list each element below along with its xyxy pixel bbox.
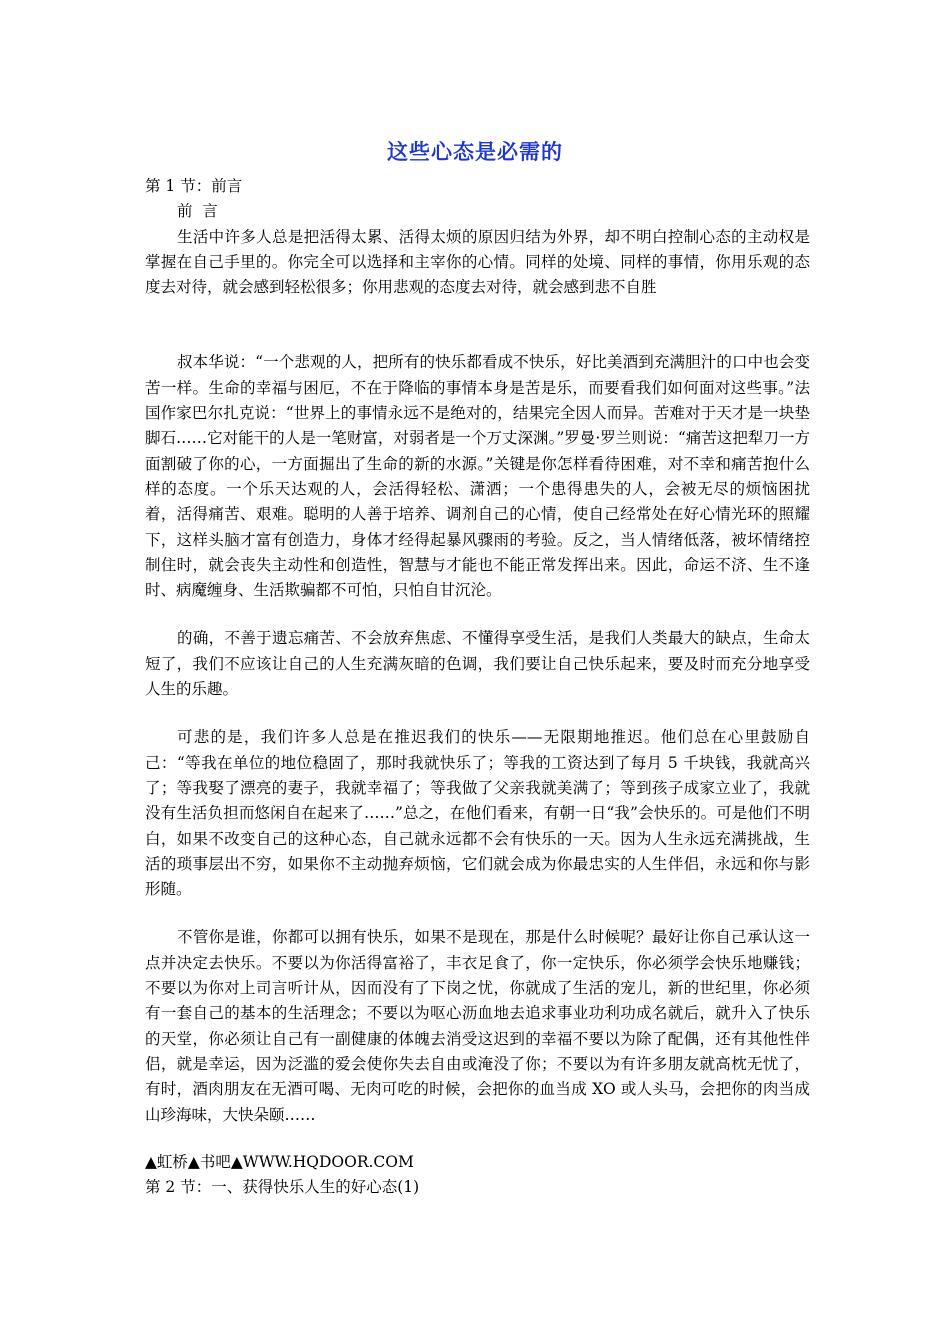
paragraph-5: 不管你是谁，你都可以拥有快乐，如果不是现在，那是什么时候呢？最好让你自己承认这一点并决定去快乐。不要以为你活得富裕了，丰衣足食了，你一定快乐，你必须学会快乐地赚钱；不要以为你对上司言听计从，因而没有了下岗之忧，你就成了生活的宠儿，新的世纪里，你必须有一套自己的基本的生活理念；不要以为呕心沥血地去追求事业功利功成名就后，就升入了快乐的天堂，你必须让自己有一副健康的体魄去消受这迟到的幸福不要以为除了配偶，还有其他性伴侣，就是幸运，因为泛滥的爱会使你失去自由或淹没了你；不要以为有许多朋友就高枕无忧了，有时，酒肉朋友在无酒可喝、无肉可吃的时候，会把你的血当成 XO 或人头马，会把你的肉当成山珍海味，大快朵颐……: [145, 928, 810, 1124]
section-2-heading: 第 2 节：一、获得快乐人生的好心态(1): [145, 1178, 420, 1197]
paragraph-gap: [145, 702, 810, 725]
paragraph-3: 的确，不善于遗忘痛苦、不会放弃焦虑、不懂得享受生活，是我们人类最大的缺点，生命太短了，我们不应该让自己的人生充满灰暗的色调，我们要让自己快乐起来，要及时而充分地享受人生的乐趣。: [145, 629, 810, 699]
paragraph-gap: [145, 902, 810, 925]
paragraph-2: 叔本华说：“一个悲观的人，把所有的快乐都看成不快乐，好比美酒到充满胆汁的口中也会变苦一样。生命的幸福与困厄，不在于降临的事情本身是苦是乐，而要看我们如何面对这些事。”法国作家巴尔扎克说：“世界上的事情永远不是绝对的，结果完全因人而异。苦难对于天才是一块垫脚石……它对能干的人是一笔财富，对弱者是一个万丈深渊。”罗曼·罗兰则说：“痛苦这把犁刀一方面割破了你的心，一方面掘出了生命的新的水源。”关键是你怎样看待困难，对不幸和痛苦抱什么样的态度。一个乐天达观的人，会活得轻松、潇洒；一个患得患失的人，会被无尽的烦恼困扰着，活得痛苦、艰难。聪明的人善于培养、调剂自己的心情，使自己经常处在好心情光环的照耀下，这样头脑才富有创造力，身体才经得起暴风骤雨的考验。反之，当人情绪低落，被坏情绪控制住时，就会丧失主动性和创造性，智慧与才能也不能正常发挥出来。因此，命运不济、生不逢时、病魔缠身、生活欺骗都不可怕，只怕自甘沉沦。: [145, 353, 810, 600]
paragraph-1: 生活中许多人总是把活得太累、活得太烦的原因归结为外界，却不明白控制心态的主动权是掌握在自己手里的。你完全可以选择和主宰你的心情。同样的处境、同样的事情，你用乐观的态度去对待，就会感到轻松很多；你用悲观的态度去对待，就会感到悲不自胜: [145, 227, 810, 297]
paragraph-gap: [145, 300, 810, 350]
footer-site-link[interactable]: ▲虹桥▲书吧▲WWW.HQDOOR.COM: [145, 1152, 414, 1171]
preface-label: 前 言: [177, 202, 218, 221]
document-body: [145, 174, 810, 1200]
section-1-heading: 第 1 节：前言: [145, 177, 243, 195]
paragraph-gap: [145, 1128, 810, 1150]
paragraph-4: 可悲的是，我们许多人总是在推迟我们的快乐——无限期地推迟。他们总在心里鼓励自己：“等我在单位的地位稳固了，那时我就快乐了；等我的工资达到了每月 5 千块钱，我就高兴了；等我娶了漂亮的妻子，我就幸福了；等我做了父亲我就美满了；等到孩子成家立业了，我就没有生活负担而悠闲自在起来了……”总之，在他们看来，有朝一日“我”会快乐的。可是他们不明白，如果不改变自己的这种心态，自己就永远都不会有快乐的一天。因为人生永远充满挑战，生活的琐事层出不穷，如果你不主动抛弃烦恼，它们就会成为你最忠实的人生伴侣，永远和你与影形随。: [145, 728, 810, 899]
document-title: 这些心态是必需的: [387, 140, 563, 164]
paragraph-gap: [145, 603, 810, 626]
